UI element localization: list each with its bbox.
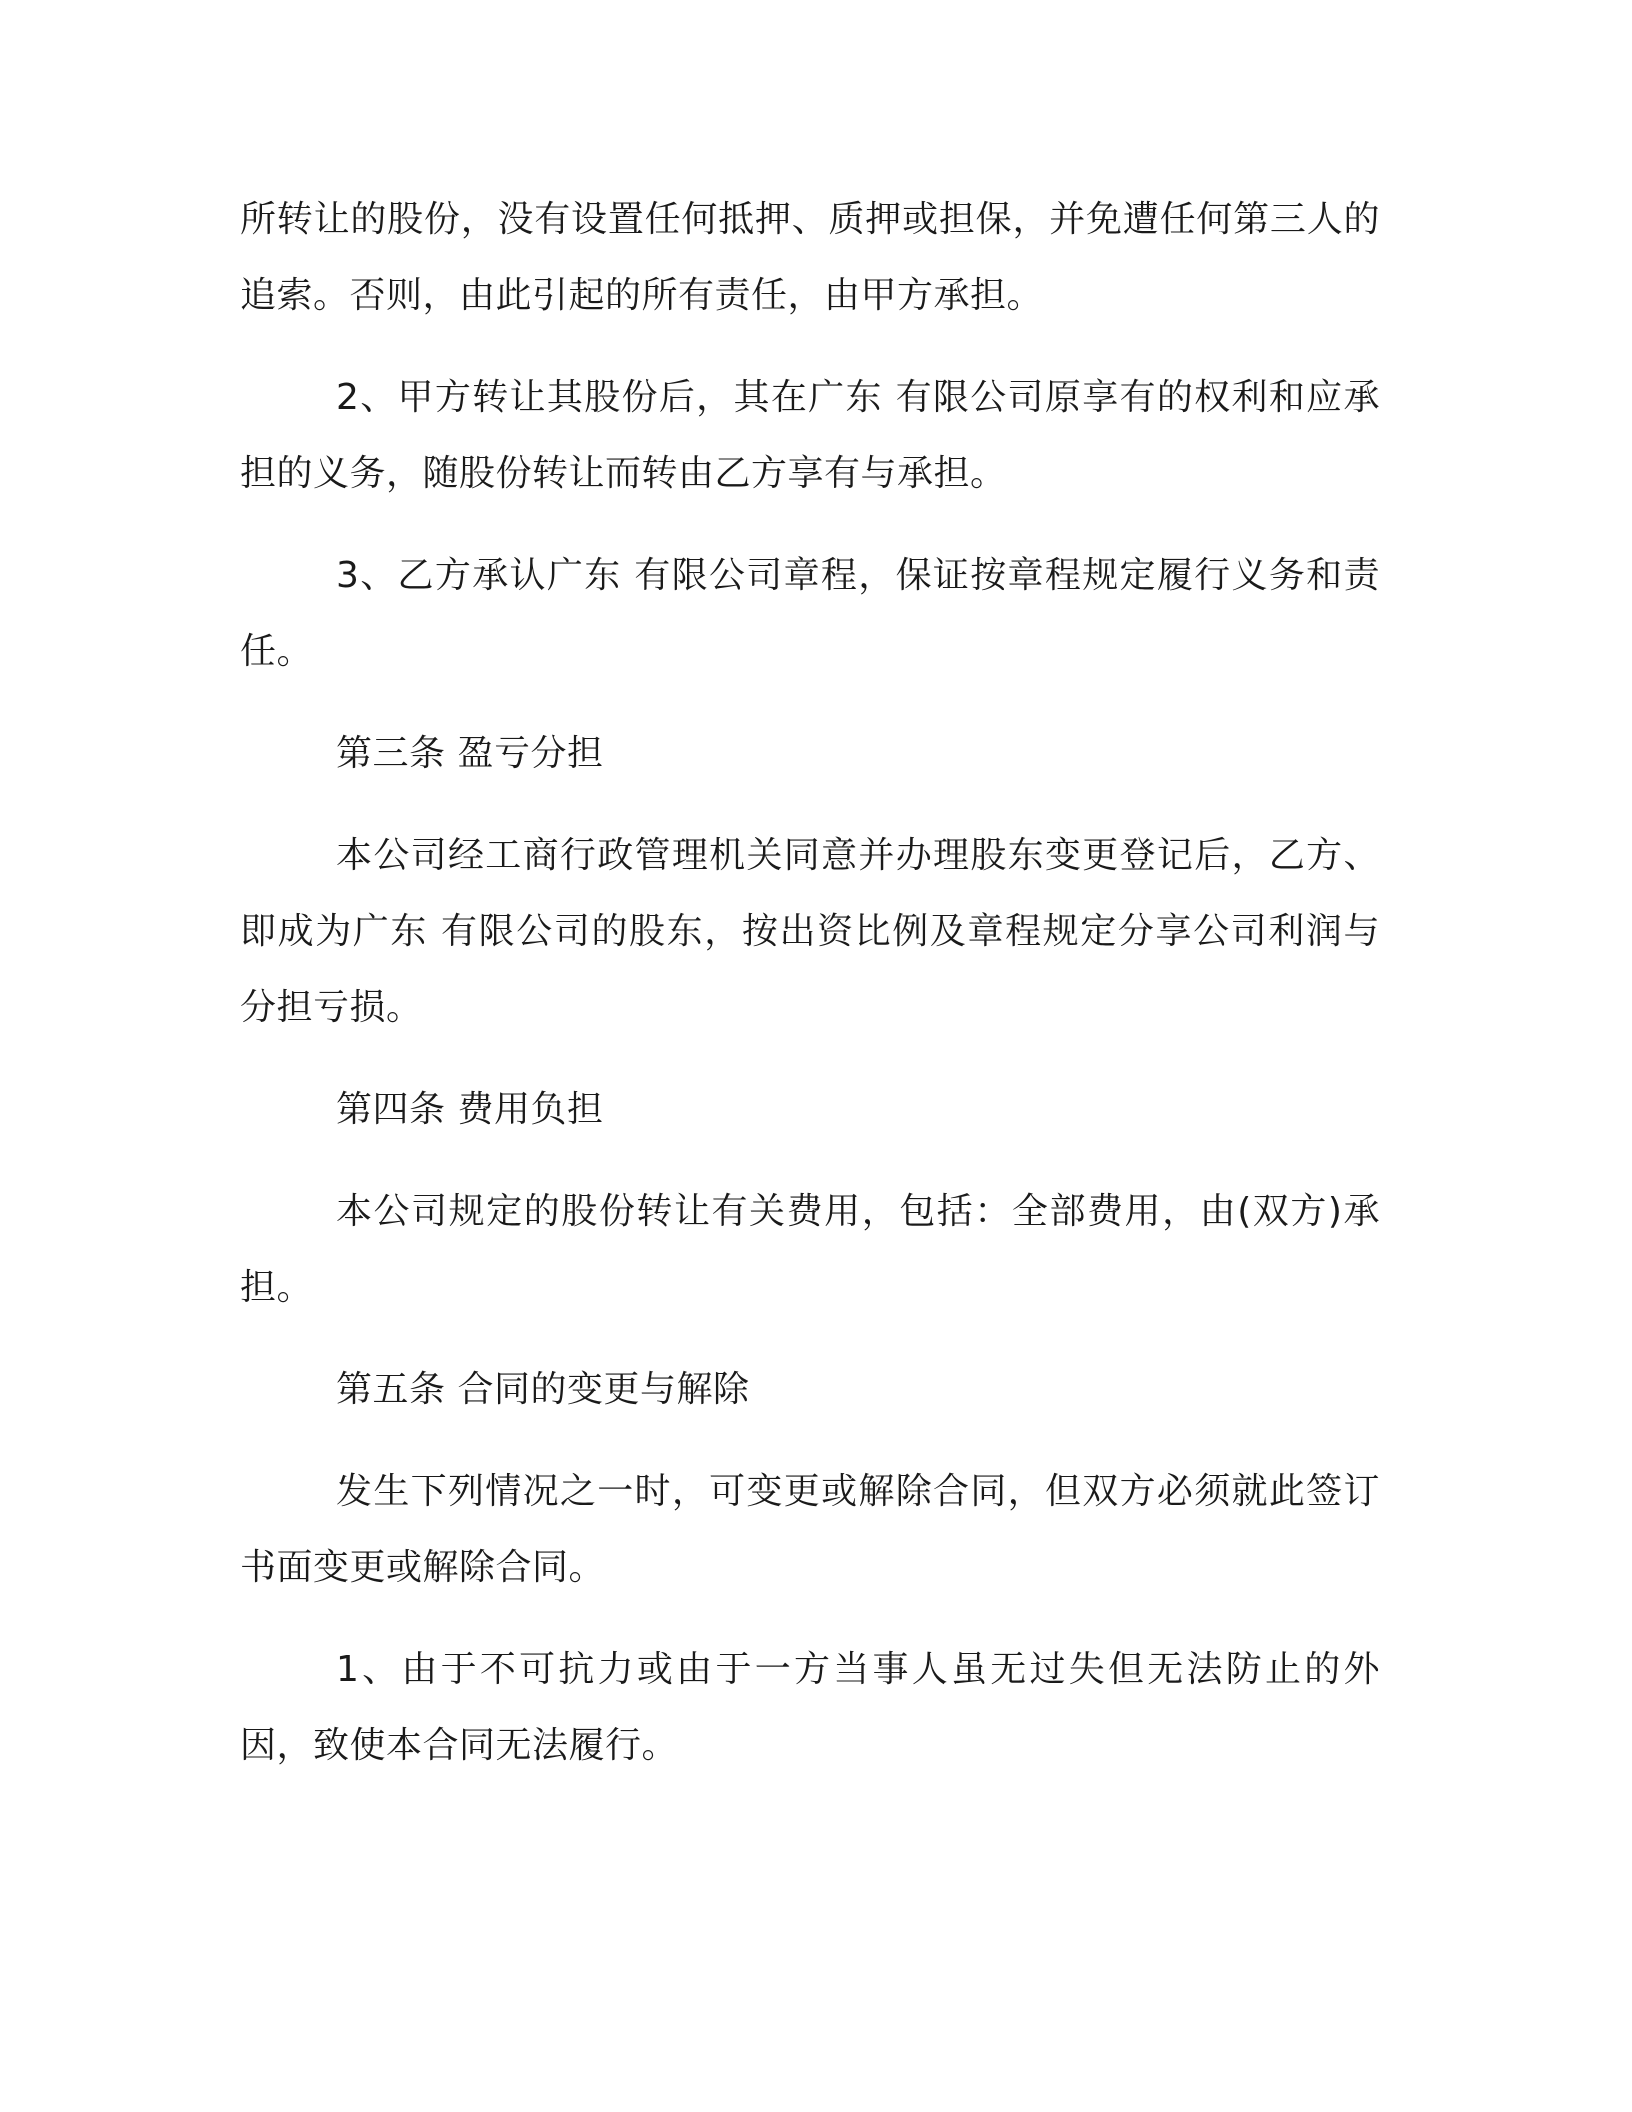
- heading-article-4: 第四条 费用负担: [336, 1089, 604, 1130]
- heading-article-5: 第五条 合同的变更与解除: [336, 1369, 750, 1410]
- paragraph-change-termination: 发生下列情况之一时，可变更或解除合同，但双方必须就此签订书面变更或解除合同。: [240, 1471, 1380, 1588]
- heading-article-3: 第三条 盈亏分担: [336, 733, 604, 774]
- paragraph-clause-3: 3、乙方承认广东 有限公司章程，保证按章程规定履行义务和责任。: [240, 555, 1380, 672]
- paragraph-share-guarantee: 所转让的股份，没有设置任何抵押、质押或担保，并免遭任何第三人的追索。否则，由此引起的所有责任，由甲方承担。: [240, 199, 1380, 316]
- paragraph-fees: 本公司规定的股份转让有关费用，包括：全部费用，由(双方)承担。: [240, 1191, 1380, 1308]
- paragraph-force-majeure: 1、由于不可抗力或由于一方当事人虽无过失但无法防止的外因，致使本合同无法履行。: [240, 1649, 1380, 1766]
- document-body: [240, 182, 1380, 1810]
- paragraph-clause-2: 2、甲方转让其股份后，其在广东 有限公司原享有的权利和应承担的义务，随股份转让而转由乙方享有与承担。: [240, 377, 1380, 494]
- paragraph-profit-loss: 本公司经工商行政管理机关同意并办理股东变更登记后，乙方、即成为广东 有限公司的股东，按出资比例及章程规定分享公司利润与分担亏损。: [240, 835, 1380, 1028]
